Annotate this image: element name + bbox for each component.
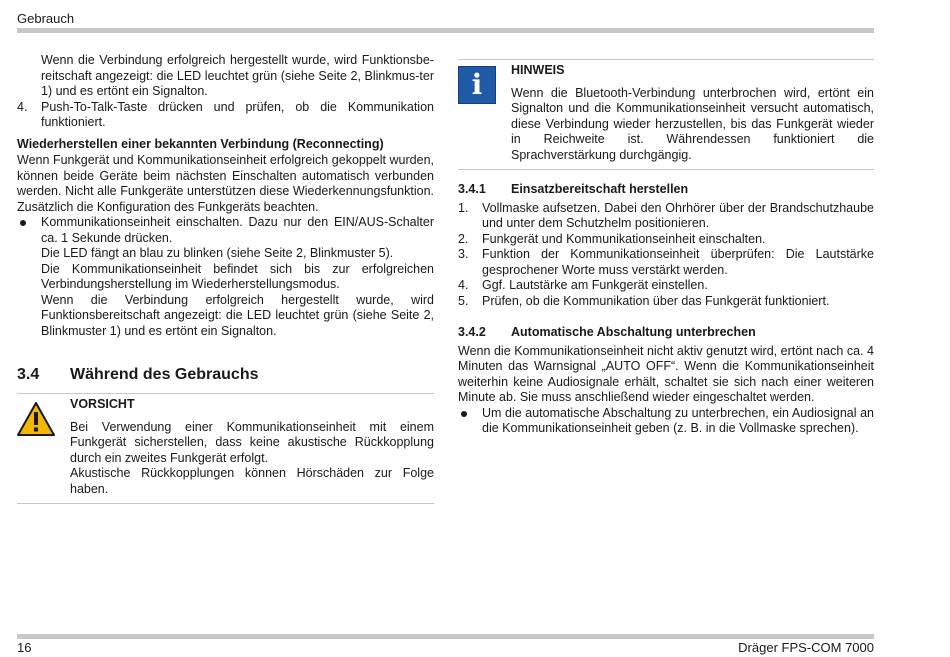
- bullet-item: [458, 406, 874, 437]
- hint-label: HINWEIS: [511, 63, 565, 77]
- reconnect-paragraph: Wenn Funkgerät und Kommunikationseinheit erfolgreich gekoppelt wurden, können beide Geräte beim nächsten Einschalten automatisch verbunden werden. Nicht alle Funkgeräte unterstützen diese Wiederkennungsfunktion. Zusätzlich die Konfiguration des Funkgeräts beachten.: [17, 153, 434, 214]
- step-text: Prüfen, ob die Kommunikation über das Funkgerät funktioniert.: [482, 293, 830, 308]
- subsection-heading: [458, 325, 874, 341]
- step-text: Vollmaske aufsetzen. Dabei den Ohrhörer über der Brandschutzhaube und unter dem Schutzhelm positionieren.: [482, 200, 874, 230]
- bullet-dot-icon: [458, 406, 482, 437]
- running-header: Gebrauch: [17, 11, 75, 26]
- footer-rule: [17, 634, 874, 639]
- caution-text: Akustische Rückkopplungen können Hörschäden zur Folge haben.: [70, 466, 434, 496]
- right-column: [458, 53, 874, 437]
- product-name: Dräger FPS-COM 7000: [738, 640, 874, 655]
- bullet-text: Die LED fängt an blau zu blinken (siehe Seite 2, Blinkmuster 5).: [41, 246, 394, 260]
- hint-text: Wenn die Bluetooth-Verbindung unterbrochen wird, ertönt ein Signalton und die Kommunikationseinheit versucht automatisch, diese Verbindung wieder herzustellen, bis das Funkgerät wieder in Reichweite ist. Währendessen funktioniert die Sprachverstärkung durchgängig.: [511, 85, 874, 162]
- caution-label: VORSICHT: [70, 397, 135, 411]
- step-number: 4.: [17, 99, 28, 114]
- caution-bottom-rule: [17, 503, 434, 504]
- caution-text: Bei Verwendung einer Kommunikationseinheit mit einem Funkgerät sicherstellen, dass keine akustische Rückkopplung durch ein zweites Funkgerät erfolgt.: [70, 419, 434, 465]
- step-text: Push-To-Talk-Taste drücken und prüfen, ob die Kommunikation funktioniert.: [41, 99, 434, 129]
- reconnect-heading: Wiederherstellen einer bekannten Verbindung (Reconnecting): [17, 136, 384, 151]
- step-item: [458, 247, 874, 278]
- caution-box: [17, 393, 434, 504]
- step-text: Funkgerät und Kommunikationseinheit einschalten.: [482, 231, 766, 246]
- section-number: 3.4: [17, 366, 40, 383]
- bullet-text: Wenn die Verbindung erfolgreich hergestellt wurde, wird Funktionsbereitschaft angezeigt: die LED leuchtet grün (siehe Seite 2, Blinkmuster 1) und es ertönt ein Signalton.: [41, 292, 434, 338]
- bullet-dot-icon: [17, 215, 41, 339]
- subsection-title: Einsatzbereitschaft herstellen: [511, 182, 689, 196]
- step-item: [458, 232, 874, 248]
- subsection-number: 3.4.1: [458, 182, 486, 196]
- step-item: [458, 278, 874, 294]
- step-number: 1.: [458, 200, 469, 215]
- step-number: 5.: [458, 293, 469, 308]
- info-icon: i: [458, 66, 496, 104]
- bullet-item: [17, 215, 434, 339]
- section-title: Während des Gebrauchs: [70, 366, 259, 383]
- warning-triangle-icon: [17, 402, 55, 436]
- auto-off-paragraph: Wenn die Kommunikationseinheit nicht aktiv genutzt wird, ertönt nach ca. 4 Minuten das Warnsignal „AUTO OFF“. Wenn die Kommunikationseinheit weiterhin keine Audiosignale erhält, schaltet sie sich nach einer weiteren Minute ab. Sie muss anschließend wieder eingeschaltet werden.: [458, 343, 874, 404]
- step-text: Funktion der Kommunikationseinheit überprüfen: Die Lautstärke gesprochener Worte muss verstärkt werden.: [482, 247, 874, 277]
- subsection-heading: [458, 182, 874, 198]
- subsection-number: 3.4.2: [458, 325, 486, 339]
- step-text: Ggf. Lautstärke am Funkgerät einstellen.: [482, 278, 708, 292]
- step-item: [458, 201, 874, 232]
- step-item: [458, 294, 874, 310]
- bullet-text: Kommunikationseinheit einschalten. Dazu nur den EIN/AUS-Schalter ca. 1 Sekunde drücken.: [41, 215, 434, 245]
- page-number: 16: [17, 640, 32, 655]
- bullet-text: Die Kommunikationseinheit befindet sich bis zur erfolgreichen Verbindungsherstellung im Wiederherstellungsmodus.: [41, 261, 434, 291]
- step-item: [17, 100, 434, 131]
- header-rule: [17, 28, 874, 33]
- subsection-title: Automatische Abschaltung unterbrechen: [511, 325, 756, 339]
- hint-box: [458, 59, 874, 170]
- hint-bottom-rule: [458, 169, 874, 170]
- left-column: [17, 53, 434, 504]
- section-heading: [17, 365, 434, 385]
- continuation-paragraph: Wenn die Verbindung erfolgreich hergestellt wurde, wird Funktionsbe-reitschaft angezeigt: die LED leuchtet grün (siehe Seite 2, Blinkmus-ter 1) und es ertönt ein Signalton.: [41, 53, 434, 98]
- step-number: 2.: [458, 231, 469, 246]
- steps-list: [458, 201, 874, 310]
- step-number: 3.: [458, 247, 469, 261]
- bullet-text: Um die automatische Abschaltung zu unterbrechen, ein Audiosignal an die Kommunikationseinheit geben (z. B. in die Vollmaske sprechen).: [482, 405, 874, 435]
- step-number: 4.: [458, 278, 469, 292]
